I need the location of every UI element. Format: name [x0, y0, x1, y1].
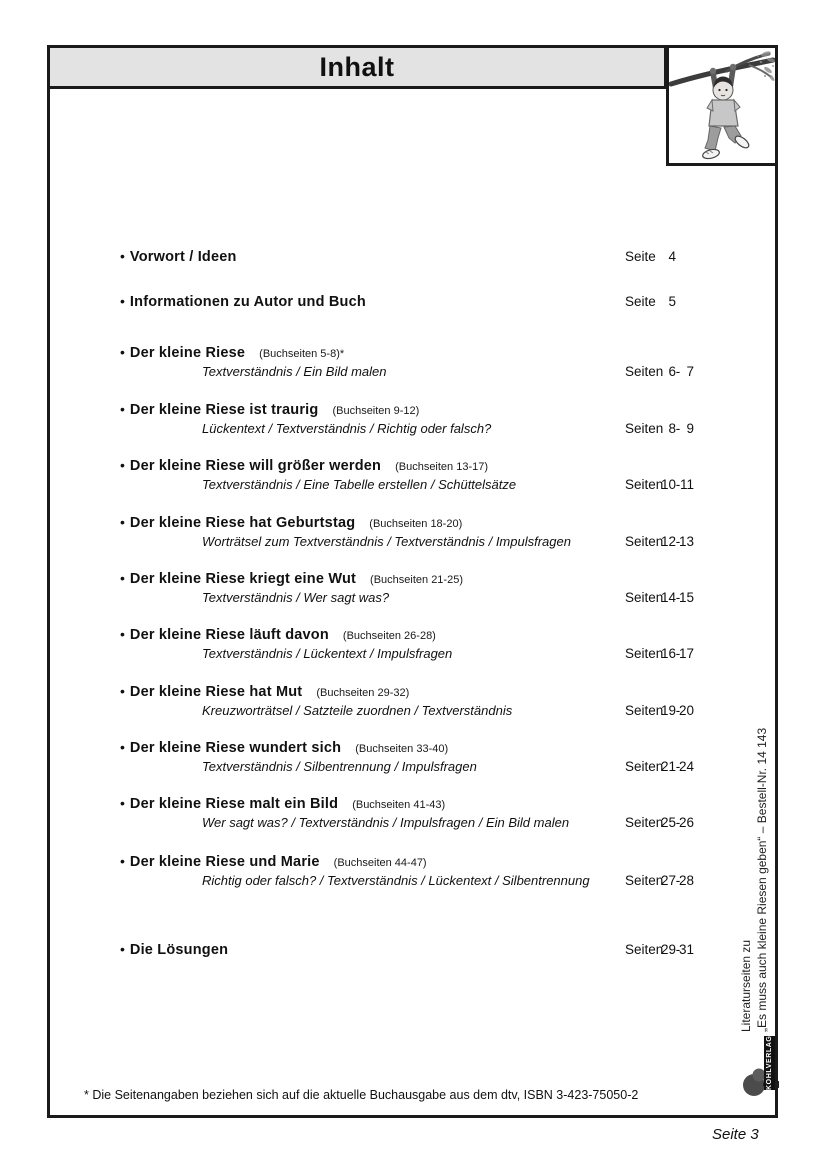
entry-title: Der kleine Riese [129, 345, 246, 361]
page-label: Seiten [625, 815, 664, 830]
entry-pageref [625, 532, 694, 551]
entry-bookpages: (Buchseiten 9-12) [332, 405, 420, 417]
page-separator: - [675, 534, 681, 549]
page-label: Seiten [625, 942, 664, 957]
toc-entry [120, 569, 702, 607]
page-from: 25 [660, 815, 676, 830]
page-label: Seiten [625, 534, 664, 549]
entry-bookpages: (Buchseiten 44-47) [333, 857, 427, 869]
entry-bookpages: (Buchseiten 5-8)* [259, 348, 345, 360]
page-label: Seite [625, 249, 656, 264]
page-label: Seiten [625, 421, 664, 436]
bullet-icon: • [120, 739, 125, 755]
tree-icon [741, 1062, 781, 1098]
toc-entry [120, 625, 702, 663]
page-from: 12 [660, 534, 676, 549]
entry-pageref [625, 701, 694, 720]
entry-title: Der kleine Riese will größer werden [129, 458, 382, 474]
entry-title: Der kleine Riese läuft davon [129, 627, 329, 643]
entry-title-line [120, 682, 702, 701]
entry-pageref [625, 292, 694, 311]
entry-title: Die Lösungen [129, 942, 229, 958]
toc-entry [120, 682, 702, 720]
imprint-line1: Literaturseiten zu [739, 939, 753, 1032]
entry-title: Der kleine Riese und Marie [129, 854, 320, 870]
bullet-icon: • [120, 248, 125, 264]
page-from: 27 [660, 873, 676, 888]
entry-bookpages: (Buchseiten 21-25) [370, 574, 463, 586]
entry-title: Der kleine Riese malt ein Bild [129, 796, 339, 812]
entry-pageref [625, 871, 694, 890]
toc-entry [120, 343, 702, 381]
entry-title: Der kleine Riese wundert sich [129, 740, 342, 756]
entry-title-line [120, 343, 702, 362]
entry-pageref [625, 644, 694, 663]
entry-title-line [120, 625, 702, 644]
header-bar [47, 45, 666, 89]
toc-list [120, 247, 702, 987]
page-separator: - [675, 590, 681, 605]
entry-pageref [625, 813, 694, 832]
entry-title-line [120, 794, 702, 813]
entry-title-line [120, 400, 702, 419]
page-label: Seiten [625, 703, 664, 718]
entry-subtitle: Textverständnis / Ein Bild malen [202, 364, 387, 379]
entry-title-line [120, 247, 702, 266]
entry-bookpages: (Buchseiten 41-43) [352, 799, 446, 811]
entry-title-line [120, 940, 702, 959]
page-from: 21 [660, 759, 676, 774]
bullet-icon: • [120, 626, 125, 642]
toc-entry [120, 940, 702, 959]
entry-title: Der kleine Riese kriegt eine Wut [129, 571, 357, 587]
page-label: Seiten [625, 477, 664, 492]
toc-entry [120, 513, 702, 551]
bullet-icon: • [120, 941, 125, 957]
page-separator: - [675, 477, 681, 492]
toc-entry [120, 852, 702, 890]
toc-entry [120, 738, 702, 776]
page-label: Seiten [625, 364, 664, 379]
page-separator: - [675, 364, 681, 379]
entry-subtitle: Lückentext / Textverständnis / Richtig oder falsch? [202, 421, 492, 436]
entry-pageref [625, 419, 694, 438]
bullet-icon: • [120, 683, 125, 699]
bullet-icon: • [120, 457, 125, 473]
page-separator: - [675, 421, 681, 436]
page-number: Seite 3 [712, 1126, 759, 1143]
entry-pageref [625, 247, 694, 266]
page-separator: - [675, 942, 681, 957]
page-to: 31 [678, 942, 694, 957]
bullet-icon: • [120, 514, 125, 530]
imprint-line2: „Es muss auch kleine Riesen geben“ – Bestell-Nr. 14 143 [755, 727, 769, 1032]
page-label: Seite [625, 294, 656, 309]
page-from: 16 [660, 646, 676, 661]
page-label: Seiten [625, 646, 664, 661]
page-to: 28 [678, 873, 694, 888]
entry-pageref [625, 588, 694, 607]
toc-entry [120, 292, 702, 311]
toc-entry [120, 247, 702, 266]
entry-pageref [625, 940, 694, 959]
page-to: 15 [678, 590, 694, 605]
page-separator: - [675, 703, 681, 718]
footnote: * Die Seitenangaben beziehen sich auf die aktuelle Buchausgabe aus dem dtv, ISBN 3-423-75050-2 [84, 1088, 639, 1102]
page-title: Inhalt [319, 51, 395, 82]
entry-title-line [120, 738, 702, 757]
illustration-box [666, 45, 778, 166]
page-from: 10 [660, 477, 676, 492]
page-from: 5 [668, 294, 676, 309]
page-from: 8 [668, 421, 676, 436]
entry-title-line [120, 456, 702, 475]
entry-subtitle: Richtig oder falsch? / Textverständnis / Lückentext / Silbentrennung [202, 873, 590, 888]
entry-pageref [625, 362, 694, 381]
entry-bookpages: (Buchseiten 26-28) [342, 630, 436, 642]
page-label: Seiten [625, 873, 664, 888]
page-label: Seiten [625, 759, 664, 774]
toc-entry [120, 794, 702, 832]
entry-title-line [120, 292, 702, 311]
page-separator: - [675, 646, 681, 661]
page-separator: - [675, 873, 681, 888]
bullet-icon: • [120, 570, 125, 586]
entry-subtitle: Wer sagt was? / Textverständnis / Impulsfragen / Ein Bild malen [202, 815, 570, 830]
page-to: 24 [678, 759, 694, 774]
entry-title-line [120, 569, 702, 588]
page-from: 4 [668, 249, 676, 264]
entry-title-line [120, 513, 702, 532]
entry-subtitle: Worträtsel zum Textverständnis / Textverständnis / Impulsfragen [202, 534, 571, 549]
bullet-icon: • [120, 293, 125, 309]
publisher-logo [741, 1036, 781, 1098]
entry-title: Der kleine Riese ist traurig [129, 402, 319, 418]
entry-subtitle: Kreuzworträtsel / Satzteile zuordnen / Textverständnis [202, 703, 513, 718]
page-to: 20 [678, 703, 694, 718]
entry-subtitle: Textverständnis / Wer sagt was? [202, 590, 390, 605]
entry-pageref [625, 757, 694, 776]
page-from: 14 [660, 590, 676, 605]
page-to: 13 [678, 534, 694, 549]
entry-subtitle: Textverständnis / Silbentrennung / Impulsfragen [202, 759, 477, 774]
entry-title: Der kleine Riese hat Mut [129, 684, 303, 700]
entry-bookpages: (Buchseiten 13-17) [395, 461, 489, 473]
entry-pageref [625, 475, 694, 494]
bullet-icon: • [120, 344, 125, 360]
page-to: 7 [686, 364, 694, 379]
entry-title: Informationen zu Autor und Buch [129, 294, 366, 310]
page-from: 19 [660, 703, 676, 718]
bullet-icon: • [120, 401, 125, 417]
page-separator: - [675, 759, 681, 774]
entry-subtitle: Textverständnis / Eine Tabelle erstellen / Schüttelsätze [202, 477, 517, 492]
page-from: 6 [668, 364, 676, 379]
entry-title: Vorwort / Ideen [129, 249, 237, 265]
page-from: 29 [660, 942, 676, 957]
entry-title-line [120, 852, 702, 871]
sidebar-imprint [738, 727, 770, 1032]
entry-title: Der kleine Riese hat Geburtstag [129, 515, 356, 531]
entry-bookpages: (Buchseiten 29-32) [316, 687, 410, 699]
logo-banner: KOHLVERLAG [766, 1035, 773, 1090]
page-separator: - [675, 815, 681, 830]
page-to: 26 [678, 815, 694, 830]
entry-bookpages: (Buchseiten 18-20) [369, 518, 463, 530]
page-to: 11 [679, 477, 694, 492]
page-to: 17 [678, 646, 694, 661]
entry-bookpages: (Buchseiten 33-40) [355, 743, 449, 755]
boy-hanging-illustration [669, 48, 775, 163]
bullet-icon: • [120, 853, 125, 869]
bullet-icon: • [120, 795, 125, 811]
page-to: 9 [686, 421, 694, 436]
toc-entry [120, 400, 702, 438]
toc-entry [120, 456, 702, 494]
page-label: Seiten [625, 590, 664, 605]
entry-subtitle: Textverständnis / Lückentext / Impulsfragen [202, 646, 453, 661]
